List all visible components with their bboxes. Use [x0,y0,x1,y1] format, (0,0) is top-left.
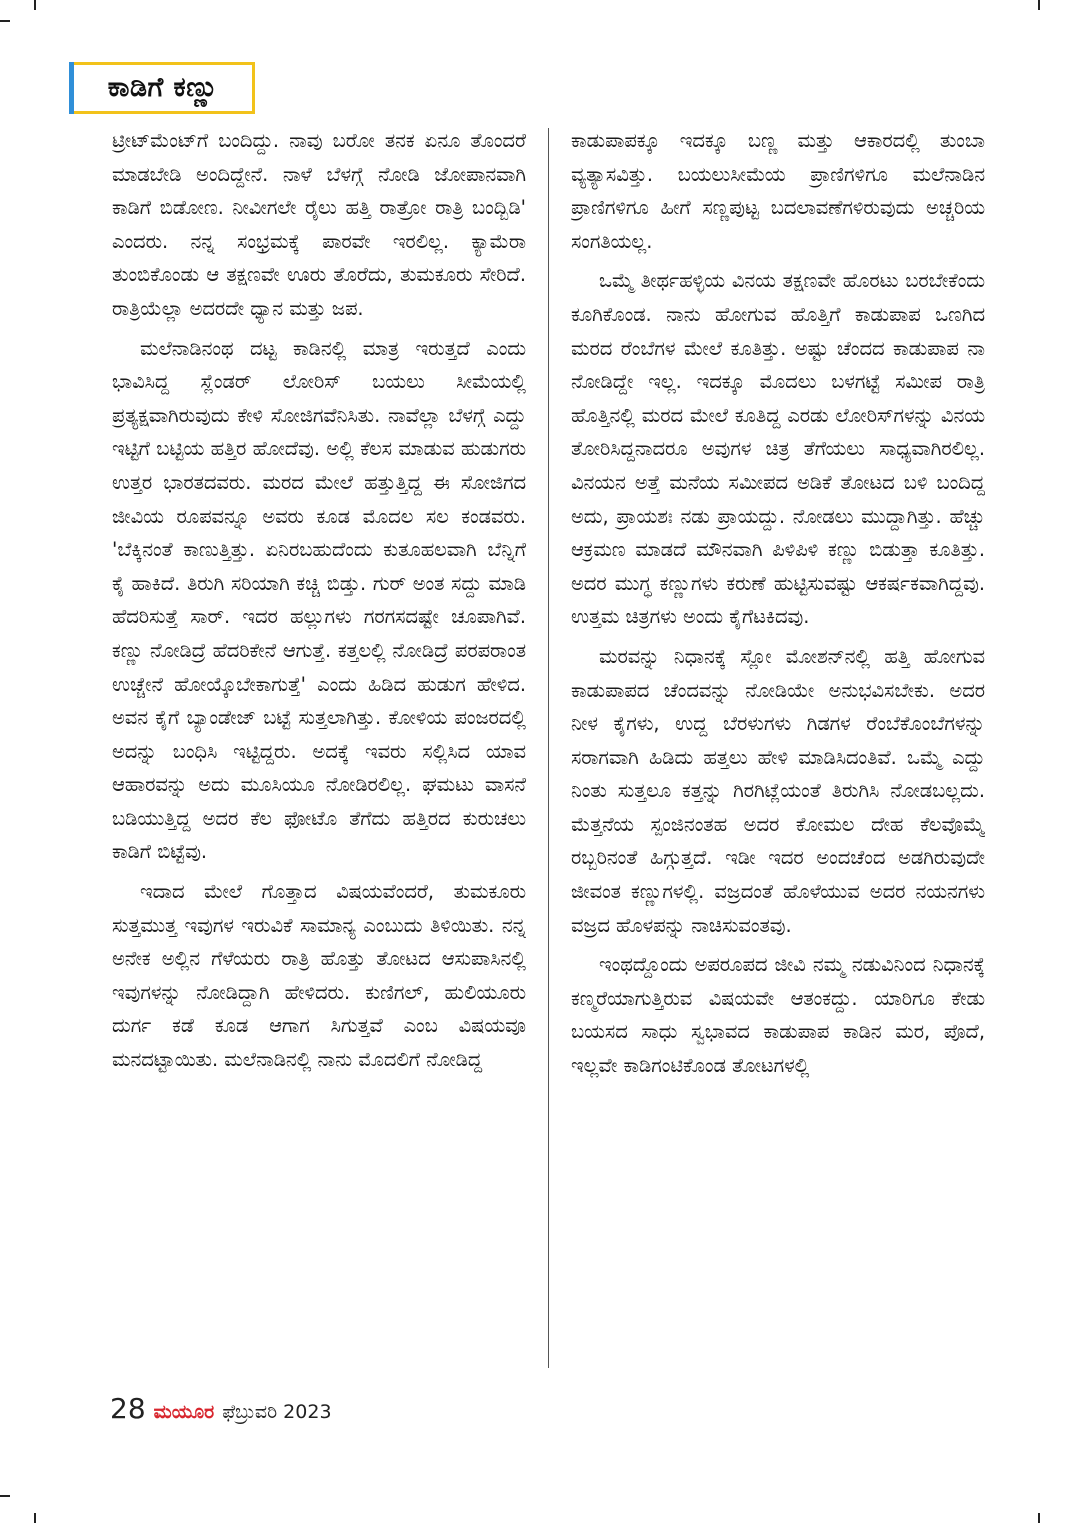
paragraph: ಇಂಥದ್ದೊಂದು ಅಪರೂಪದ ಜೀವಿ ನಮ್ಮ ನಡುವಿನಿಂದ ನಿಧಾನಕ್ಕೆ ಕಣ್ಮರೆಯಾಗುತ್ತಿರುವ ವಿಷಯವೇ ಆತಂಕದ್ದು. ಯಾರಿಗೂ ಕೇಡು ಬಯಸದ ಸಾಧು ಸ್ವಭಾವದ ಕಾಡುಪಾಪ ಕಾಡಿನ ಮರ, ಪೊದೆ, ಇಲ್ಲವೇ ಕಾಡಿಗಂಟಿಕೊಂಡ ತೋಟಗಳಲ್ಲಿ [571,953,985,1078]
article-column-right [571,124,985,1374]
magazine-logo: ಮಯೂರ [153,1401,215,1423]
crop-mark [34,0,36,10]
paragraph: ಕಾಡುಪಾಪಕ್ಕೂ ಇದಕ್ಕೂ ಬಣ್ಣ ಮತ್ತು ಆಕಾರದಲ್ಲಿ ತುಂಬಾ ವ್ಯತ್ಯಾಸವಿತ್ತು. ಬಯಲುಸೀಮೆಯ ಪ್ರಾಣಿಗಳಿಗೂ ಮಲೆನಾಡಿನ ಪ್ರಾಣಿಗಳಿಗೂ ಹೀಗೆ ಸಣ್ಣಪುಟ್ಟ ಬದಲಾವಣೆಗಳಿರುವುದು ಅಚ್ಚರಿಯ ಸಂಗತಿಯಲ್ಲ. [571,129,985,253]
section-title: ಕಾಡಿಗೆ ಕಣ್ಣು [69,62,255,114]
paragraph: ಮಲೆನಾಡಿನಂಥ ದಟ್ಟ ಕಾಡಿನಲ್ಲಿ ಮಾತ್ರ ಇರುತ್ತದೆ ಎಂದು ಭಾವಿಸಿದ್ದ ಸ್ಲೆಂಡರ್ ಲೋರಿಸ್ ಬಯಲು ಸೀಮೆಯಲ್ಲಿ ಪ್ರತ್ಯಕ್ಷವಾಗಿರುವುದು ಕೇಳಿ ಸೋಜಿಗವೆನಿಸಿತು. ನಾವೆಲ್ಲಾ ಬೆಳಗ್ಗೆ ಎದ್ದು ಇಟ್ಟಿಗೆ ಬಟ್ಟಿಯ ಹತ್ತಿರ ಹೋದೆವು. ಅಲ್ಲಿ ಕೆಲಸ ಮಾಡುವ ಹುಡುಗರು ಉತ್ತರ ಭಾರತದವರು. ಮರದ ಮೇಲೆ ಹತ್ತುತ್ತಿದ್ದ ಈ ಸೋಜಿಗದ ಜೀವಿಯ ರೂಪವನ್ನೂ ಅವರು ಕೂಡ ಮೊದಲ ಸಲ ಕಂಡವರು. 'ಬೆಕ್ಕಿನಂತೆ ಕಾಣುತ್ತಿತ್ತು. ಏನಿರಬಹುದೆಂದು ಕುತೂಹಲವಾಗಿ ಬೆನ್ನಿಗೆ ಕೈ ಹಾಕಿದೆ. ತಿರುಗಿ ಸರಿಯಾಗಿ ಕಚ್ಚಿ ಬಿಡ್ತು. ಗುರ್ ಅಂತ ಸದ್ದು ಮಾಡಿ ಹೆದರಿಸುತ್ತೆ ಸಾರ್. ಇದರ ಹಲ್ಲುಗಳು ಗರಗಸದಷ್ಟೇ ಚೂಪಾಗಿವೆ. ಕಣ್ಣು ನೋಡಿದ್ರೆ ಹೆದರಿಕೇನೆ ಆಗುತ್ತೆ. ಕತ್ತಲಲ್ಲಿ ನೋಡಿದ್ರೆ ಪರಪರಾಂತ ಉಚ್ಚೇನೆ ಹೋಯ್ಕೊಬೇಕಾಗುತ್ತೆ' ಎಂದು ಹಿಡಿದ ಹುಡುಗ ಹೇಳಿದ. ಅವನ ಕೈಗೆ ಬ್ಯಾಂಡೇಜ್ ಬಟ್ಟೆ ಸುತ್ತಲಾಗಿತ್ತು. ಕೋಳಿಯ ಪಂಜರದಲ್ಲಿ ಅದನ್ನು ಬಂಧಿಸಿ ಇಟ್ಟಿದ್ದರು. ಅದಕ್ಕೆ ಇವರು ಸಲ್ಲಿಸಿದ ಯಾವ ಆಹಾರವನ್ನು ಅದು ಮೂಸಿಯೂ ನೋಡಿರಲಿಲ್ಲ. ಘಮಟು ವಾಸನೆ ಬಡಿಯುತ್ತಿದ್ದ ಅದರ ಕೆಲ ಫೋಟೊ ತೆಗೆದು ಹತ್ತಿರದ ಕುರುಚಲು ಕಾಡಿಗೆ ಬಿಟ್ಟೆವು. [112,336,526,864]
crop-mark [34,1513,36,1523]
paragraph: ಒಮ್ಮೆ ತೀರ್ಥಹಳ್ಳಿಯ ವಿನಯ ತಕ್ಷಣವೇ ಹೊರಟು ಬರಬೇಕೆಂದು ಕೂಗಿಕೊಂಡ. ನಾನು ಹೋಗುವ ಹೊತ್ತಿಗೆ ಕಾಡುಪಾಪ ಒಣಗಿದ ಮರದ ರೆಂಬೆಗಳ ಮೇಲೆ ಕೂತಿತ್ತು. ಅಷ್ಟು ಚೆಂದದ ಕಾಡುಪಾಪ ನಾ ನೋಡಿದ್ದೇ ಇಲ್ಲ. ಇದಕ್ಕೂ ಮೊದಲು ಬಳಗಟ್ಟೆ ಸಮೀಪ ರಾತ್ರಿ ಹೊತ್ತಿನಲ್ಲಿ ಮರದ ಮೇಲೆ ಕೂತಿದ್ದ ಎರಡು ಲೋರಿಸ್‌ಗಳನ್ನು ವಿನಯ ತೋರಿಸಿದ್ದನಾದರೂ ಅವುಗಳ ಚಿತ್ರ ತೆಗೆಯಲು ಸಾಧ್ಯವಾಗಿರಲಿಲ್ಲ. ವಿನಯನ ಅತ್ತೆ ಮನೆಯ ಸಮೀಪದ ಅಡಿಕೆ ತೋಟದ ಬಳಿ ಬಂದಿದ್ದ ಅದು, ಪ್ರಾಯಶಃ ನಡು ಪ್ರಾಯದ್ದು. ನೋಡಲು ಮುದ್ದಾಗಿತ್ತು. ಹೆಚ್ಚು ಆಕ್ರಮಣ ಮಾಡದೆ ಮೌನವಾಗಿ ಪಿಳಿಪಿಳಿ ಕಣ್ಣು ಬಿಡುತ್ತಾ ಕೂತಿತ್ತು. ಅದರ ಮುಗ್ಧ ಕಣ್ಣುಗಳು ಕರುಣೆ ಹುಟ್ಟಿಸುವಷ್ಟು ಆಕರ್ಷಕವಾಗಿದ್ದವು. ಉತ್ತಮ ಚಿತ್ರಗಳು ಅಂದು ಕೈಗೆಟಕಿದವು. [571,269,985,629]
article-column-left [112,124,526,1374]
paragraph: ಇದಾದ ಮೇಲೆ ಗೊತ್ತಾದ ವಿಷಯವೆಂದರೆ, ತುಮಕೂರು ಸುತ್ತಮುತ್ತ ಇವುಗಳ ಇರುವಿಕೆ ಸಾಮಾನ್ಯ ಎಂಬುದು ತಿಳಿಯಿತು. ನನ್ನ ಅನೇಕ ಅಲ್ಲಿನ ಗೆಳೆಯರು ರಾತ್ರಿ ಹೊತ್ತು ತೋಟದ ಆಸುಪಾಸಿನಲ್ಲಿ ಇವುಗಳನ್ನು ನೋಡಿದ್ದಾಗಿ ಹೇಳಿದರು. ಕುಣಿಗಲ್, ಹುಲಿಯೂರು ದುರ್ಗ ಕಡೆ ಕೂಡ ಆಗಾಗ ಸಿಗುತ್ತವೆ ಎಂಬ ವಿಷಯವೂ ಮನದಟ್ಟಾಯಿತು. ಮಲೆನಾಡಿನಲ್ಲಿ ನಾನು ಮೊದಲಿಗೆ ನೋಡಿದ್ದ [112,880,526,1072]
crop-mark [1038,1513,1040,1523]
paragraph: ಟ್ರೀಟ್‌ಮೆಂಟ್‌ಗೆ ಬಂದಿದ್ದು. ನಾವು ಬರೋ ತನಕ ಏನೂ ತೊಂದರೆ ಮಾಡಬೇಡಿ ಅಂದಿದ್ದೇನೆ. ನಾಳೆ ಬೆಳಗ್ಗೆ ನೋಡಿ ಜೋಪಾನವಾಗಿ ಕಾಡಿಗೆ ಬಿಡೋಣ. ನೀವೀಗಲೇ ರೈಲು ಹತ್ತಿ ರಾತ್ರೋ ರಾತ್ರಿ ಬಂದ್ಬಿಡಿ' ಎಂದರು. ನನ್ನ ಸಂಭ್ರಮಕ್ಕೆ ಪಾರವೇ ಇರಲಿಲ್ಲ. ಕ್ಯಾಮೆರಾ ತುಂಬಿಕೊಂಡು ಆ ತಕ್ಷಣವೇ ಊರು ತೊರೆದು, ತುಮಕೂರು ಸೇರಿದೆ. ರಾತ್ರಿಯೆಲ್ಲಾ ಅದರದೇ ಧ್ಯಾನ ಮತ್ತು ಜಪ. [112,129,526,320]
column-divider [548,128,549,1368]
page-number: 28 [110,1392,146,1425]
page-footer [110,1392,332,1432]
crop-mark [1038,0,1040,10]
crop-mark [0,1495,10,1497]
crop-mark [0,20,10,22]
paragraph: ಮರವನ್ನು ನಿಧಾನಕ್ಕೆ ಸ್ಲೋ ಮೋಶನ್‌ನಲ್ಲಿ ಹತ್ತಿ ಹೋಗುವ ಕಾಡುಪಾಪದ ಚೆಂದವನ್ನು ನೋಡಿಯೇ ಅನುಭವಿಸಬೇಕು. ಅದರ ನೀಳ ಕೈಗಳು, ಉದ್ದ ಬೆರಳುಗಳು ಗಿಡಗಳ ರೆಂಬೆಕೊಂಬೆಗಳನ್ನು ಸರಾಗವಾಗಿ ಹಿಡಿದು ಹತ್ತಲು ಹೇಳಿ ಮಾಡಿಸಿದಂತಿವೆ. ಒಮ್ಮೆ ಎದ್ದು ನಿಂತು ಸುತ್ತಲೂ ಕತ್ತನ್ನು ಗಿರಗಿಟ್ಲೆಯಂತೆ ತಿರುಗಿಸಿ ನೋಡಬಲ್ಲದು. ಮೆತ್ತನೆಯ ಸ್ಪಂಜಿನಂತಹ ಅದರ ಕೋಮಲ ದೇಹ ಕೆಲವೊಮ್ಮೆ ರಬ್ಬರಿನಂತೆ ಹಿಗ್ಗುತ್ತದೆ. ಇಡೀ ಇದರ ಅಂದಚೆಂದ ಅಡಗಿರುವುದೇ ಜೀವಂತ ಕಣ್ಣುಗಳಲ್ಲಿ. ವಜ್ರದಂತೆ ಹೊಳೆಯುವ ಅದರ ನಯನಗಳು ವಜ್ರದ ಹೊಳಪನ್ನು ನಾಚಿಸುವಂತವು. [571,644,985,937]
issue-date: ಫೆಬ್ರುವರಿ 2023 [222,1401,332,1423]
